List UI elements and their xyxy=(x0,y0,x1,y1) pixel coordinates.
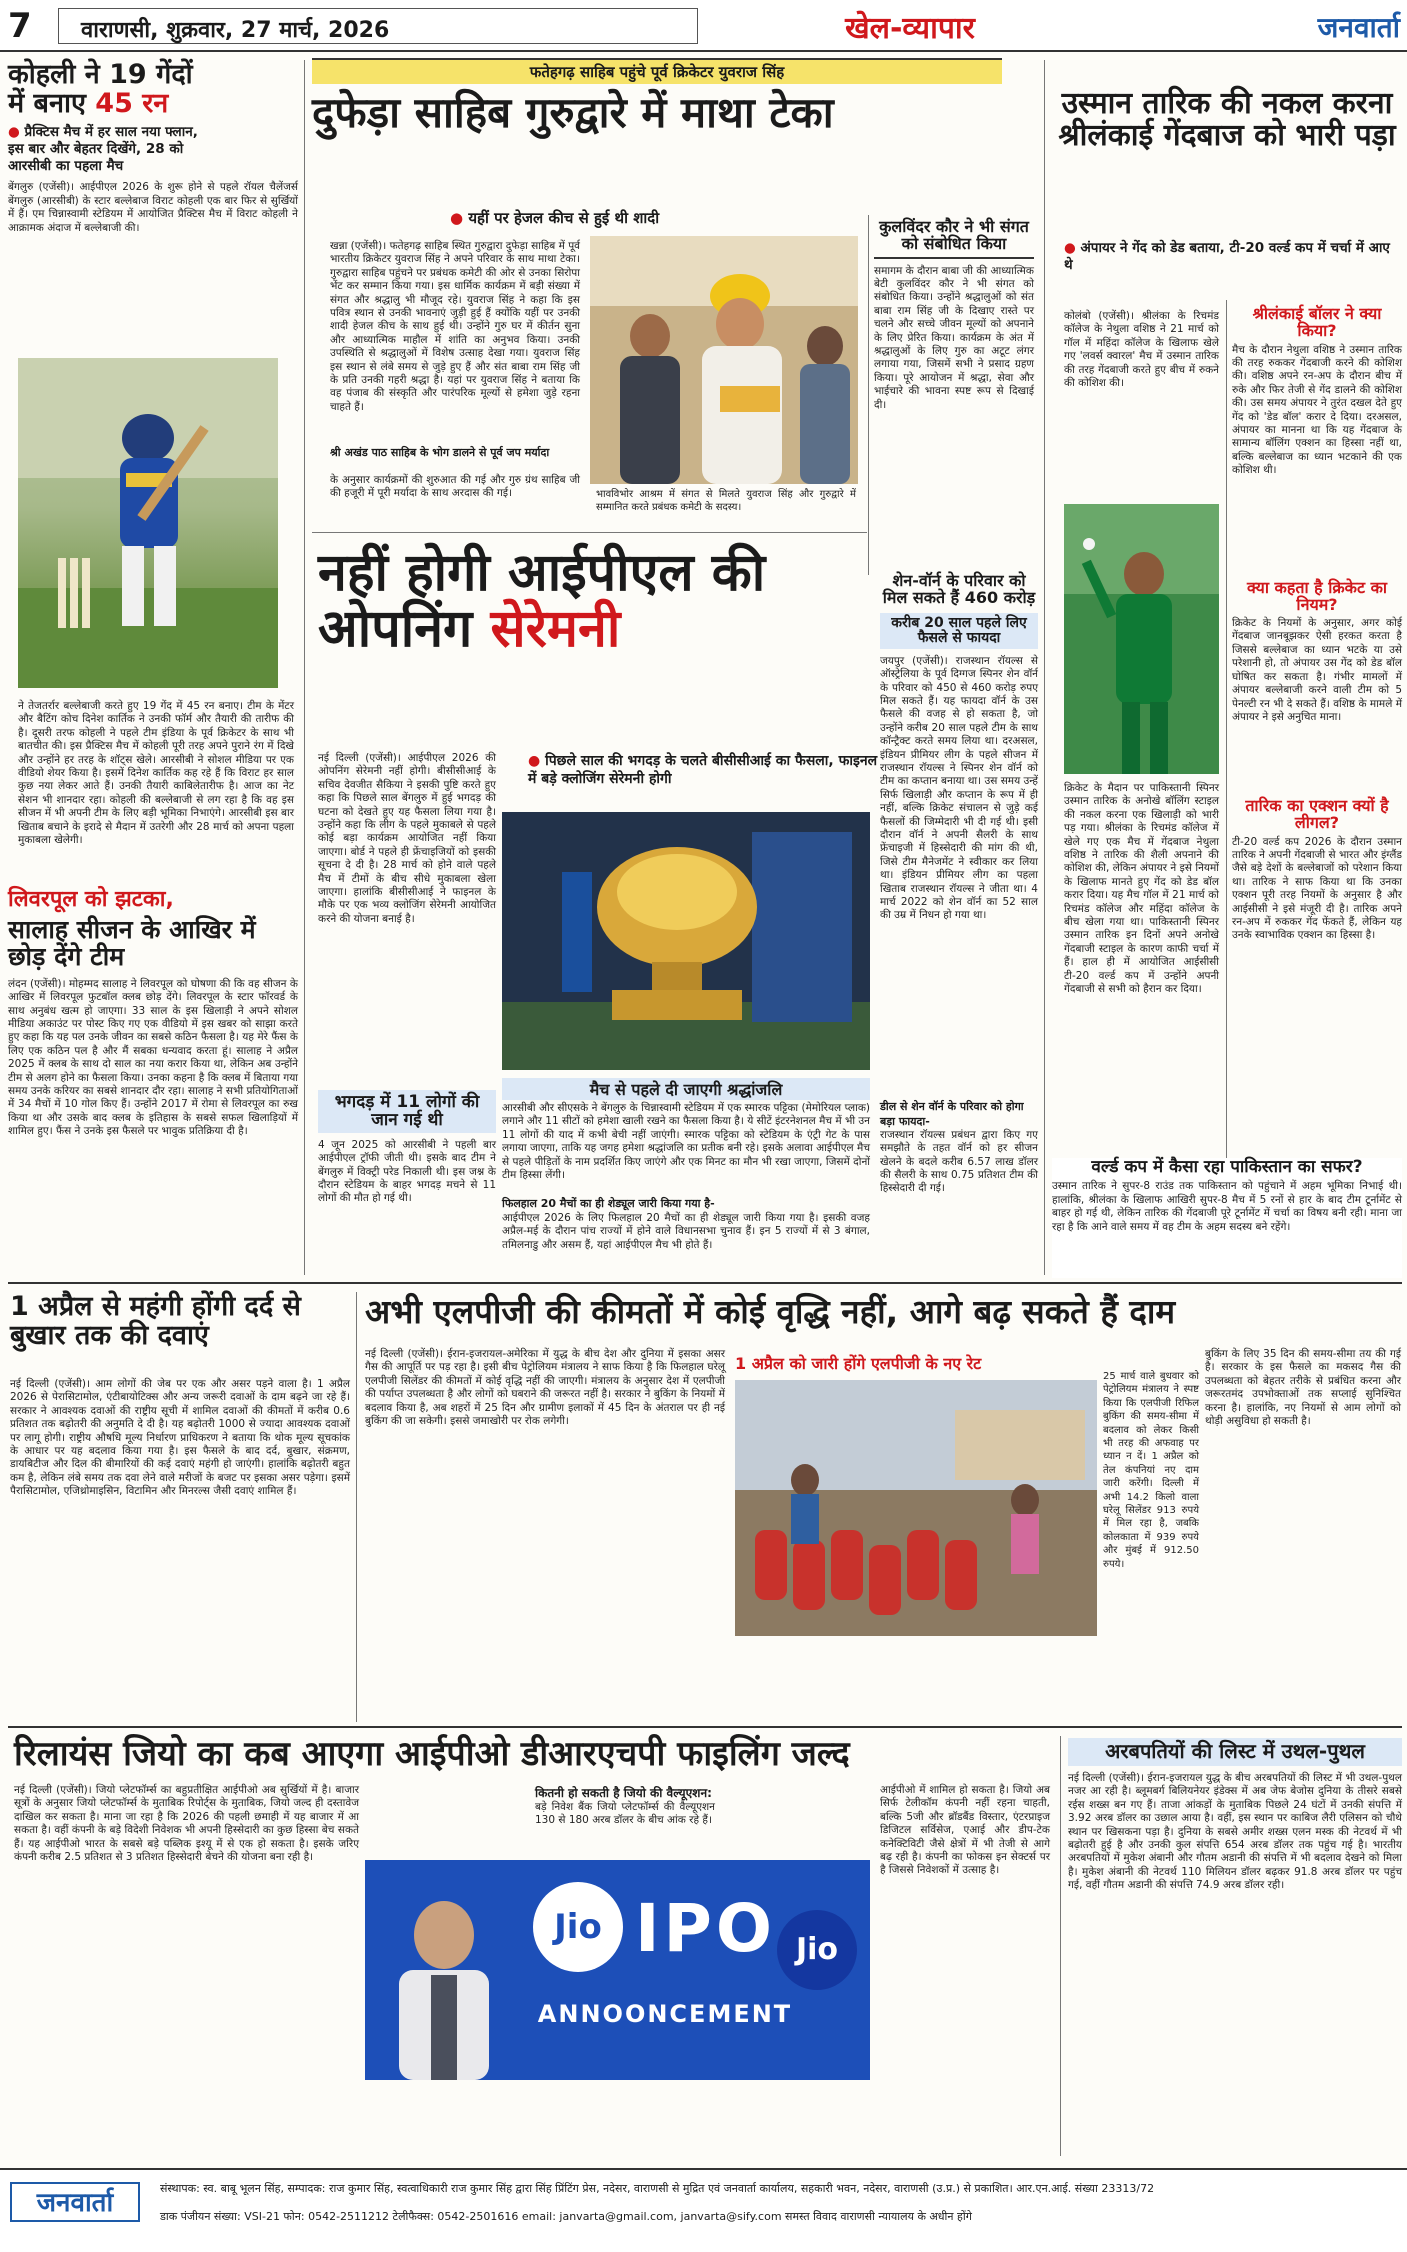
masthead-dateline xyxy=(58,8,698,44)
kohli-headline xyxy=(8,60,298,118)
gurudwara-headline: दुफेड़ा साहिब गुरुद्वारे में माथा टेका xyxy=(312,88,834,137)
worldcup-body: उस्मान तारिक ने सुपर-8 राउंड तक पाकिस्तान को पहुंचाने में अहम भूमिका निभाई थी। हालांकि, श्रीलंका के खिलाफ आखिरी सुपर-8 मैच में 5 रनों से हार के बाद टीम टूर्नामेंट से बाहर हो गई थी, लेकिन तारिक की गेंदबाजी पूरे टूर्नामेंट में चर्चा का विषय बनी रही। माना जा रहा है कि आने वाले समय में वह टीम के अहम सदस्य बने रहेंगे। xyxy=(1052,1180,1402,1233)
masthead-paper-name: जनवार्ता xyxy=(1317,11,1400,44)
ipl-photo-caption: मैच से पहले दी जाएगी श्रद्धांजलि xyxy=(502,1078,870,1100)
lpg-cylinders-photo xyxy=(735,1380,1097,1636)
jio-headline: रिलायंस जियो का कब आएगा आईपीओ डीआरएचपी फाइलिंग जल्द xyxy=(14,1734,850,1774)
stampede-body: 4 जून 2025 को आरसीबी ने पहली बार आईपीएल ट्रॉफी जीती थी। इसके बाद टीम ने बेंगलुरु में विक्ट्री परेड निकाली थी। इस जश्न के दौरान स्टेडियम के बाहर भगदड़ मचने से 11 लोगों की मौत हो गई थी। xyxy=(318,1138,496,1205)
footer-paper-name: जनवार्ता xyxy=(10,2182,140,2222)
usman-body: कोलंबो (एजेंसी)। श्रीलंका के रिचमंड कॉलेज के नेथुला वशिष्ठ ने 21 मार्च को गॉल में महिंदा कॉलेज के खिलाफ खेले गए 'लवर्स क्वारल' मैच में उस्मान तारिक की तरह गेंदबाजी करते हुए बीच में रुकने की कोशिश की। xyxy=(1064,310,1219,390)
ipl-memorial-body: आरसीबी और सीएसके ने बेंगलुरु के चिन्नास्वामी स्टेडियम में एक स्मारक पट्टिका (मेमोरियल प्लाक) लगाने और 11 सीटों को हमेशा खाली रखने का फैसला किया है। ये सीटें इंटरनेशनल मैच में भी उन 11 लोगों की याद में कभी बेची नहीं जाएंगी। स्मारक पट्टिका को स्टेडियम के एंट्री गेट के पास लगाया जाएगा, ताकि यह जगह हमेशा श्रद्धांजलि का प्रतीक बनी रहे। इसके अलावा आईपीएल मैच से पहले पीड़ितों के नाम प्रदर्शित किए जाएंगे और एक मिनट का मौन भी रखा जाएगा, जिसमें दोनों टीम हिस्सा लेंगी। xyxy=(502,1102,870,1182)
masthead xyxy=(0,0,1407,52)
liverpool-kicker: लिवरपूल को झटका, xyxy=(8,887,174,912)
jio-body2: आईपीओ में शामिल हो सकता है। जियो अब सिर्फ टेलीकॉम कंपनी नहीं रहना चाहती, बल्कि 5जी और ब्रॉडबैंड विस्तार, एंटरप्राइज डिजिटल सर्विसेज, एआई और डीप-टेक कनेक्टिविटी जैसे क्षेत्रों में भी तेजी से आगे बढ़ रही है। कंपनी का फोकस इन सेक्टर्स पर है जिससे निवेशकों में उत्साह है। xyxy=(880,1784,1050,1877)
kohli-body: ने तेजतर्रार बल्लेबाजी करते हुए 19 गेंद में 45 रन बनाए। टीम के मेंटर और बैटिंग कोच दिनेश कार्तिक ने उनकी फॉर्म और तैयारी की तारीफ की है। दूसरी तरफ कोहली ने पहले टीम इंडिया के पूर्व क्रिकेटर के साथ भी बातचीत की। इस प्रैक्टिस मैच में कोहली पूरी तरह अपने पुराने रंग में दिखे और उन्होंने हर तरह के शॉट्स खेले। आरसीबी ने सोशल मीडिया पर एक वीडियो शेयर किया है। इसमें दिनेश कार्तिक कह रहे हैं कि विराट हर साल कुछ नया लेकर आते हैं। उनकी तैयारी काबिलेतारीफ है। आज का नेट सेशन भी शानदार रहा। कोहली की बल्लेबाजी से लग रहा है कि वह इस सीजन में भी अपनी टीम के लिए बड़ी भूमिका निभाएंगे। आरसीबी इस बार खिताब बचाने के इरादे से मैदान में उतरेगी और 28 मार्च को अपना पहला मुकाबला खेलेगी। xyxy=(18,700,294,847)
section-title: खेल-व्यापार xyxy=(845,11,975,46)
shane-sub-body: राजस्थान रॉयल्स प्रबंधन द्वारा किए गए समझौते के तहत वॉर्न को हर सीजन खेलने के बदले करीब 6.57 लाख डॉलर की सैलरी के साथ 0.75 प्रतिशत टीम की हिस्सेदारी दी गई। xyxy=(880,1128,1038,1195)
kohli-bullet xyxy=(8,141,298,158)
ipl-deck xyxy=(528,752,878,788)
lpg-body3: बुकिंग के लिए 35 दिन की समय-सीमा तय की गई है। सरकार के इस फैसले का मकसद गैस की उपलब्धता को बेहतर तरीके से प्रबंधित करना और जरूरतमंद उपभोक्ताओं तक सप्लाई सुनिश्चित करना है। हालांकि, नए नियमों से आम लोगों को थोड़ी असुविधा हो सकती है। xyxy=(1205,1348,1401,1428)
gurudwara-deck xyxy=(450,208,870,228)
shane-deck: करीब 20 साल पहले लिए फैसले से फायदा xyxy=(880,613,1038,649)
kohli-lead: बेंगलुरु (एजेंसी)। आईपीएल 2026 के शुरू होने से पहले रॉयल चैलेंजर्स बेंगलुरु (आरसीबी) के स्टार बल्लेबाज विराट कोहली एक बार फिर से सुर्खियों में हैं। एम चिन्नास्वामी स्टेडियम में आयोजित प्रैक्टिस मैच में विराट कोहली ने आक्रामक अंदाज में बल्लेबाजी की। xyxy=(8,181,298,234)
ipl-schedule-body: आईपीएल 2026 के लिए फिलहाल 20 मैचों का ही शेड्यूल जारी किया गया है। इसकी वजह अप्रैल-मई के दौरान पांच राज्यों में होने वाले विधानसभा चुनाव हैं। इन 5 राज्यों में से 3 बंगाल, तमिलनाडु और असम हैं, यहां आईपीएल मैच भी होते हैं। xyxy=(502,1212,870,1251)
ipl-headline xyxy=(318,543,878,660)
kulwinder-body: समागम के दौरान बाबा जी की आध्यात्मिक बेटी कुलविंदर कौर ने भी संगत को संबोधित किया। उन्होंने श्रद्धालुओं को संत बाबा राम सिंह जी के दिखाए रास्ते पर चलने और सच्चे जीवन मूल्यों को अपनाने के लिए प्रेरित किया। कार्यक्रम के अंत में श्रद्धालुओं के लिए गुरु का अटूट लंगर लगाया गया, जिसमें सभी ने प्रसाद ग्रहण किया। पूरे आयोजन में श्रद्धा, सेवा और भाईचारे की भावना स्पष्ट रूप से दिखाई दी। xyxy=(874,264,1034,411)
usman-deck-text: अंपायर ने गेंद को डेड बताया, टी-20 वर्ल्ड कप में चर्चा में आए थे xyxy=(1064,240,1390,273)
kohli-photo-svg xyxy=(18,358,278,688)
kohli-headline-part: में बनाए xyxy=(8,88,96,120)
kohli-batting-photo xyxy=(18,358,278,688)
dateline-text: वाराणसी, शुक्रवार, 27 मार्च, 2026 xyxy=(81,18,390,43)
column-divider xyxy=(1044,60,1045,1275)
ipo-text: IPO xyxy=(635,1890,777,1967)
shane-article xyxy=(880,572,1038,1282)
stampede-box xyxy=(318,1090,496,1280)
ipl-schedule-title: फिलहाल 20 मैचों का ही शेड्यूल जारी किया गया है- xyxy=(502,1197,715,1210)
column-divider xyxy=(1226,300,1227,1230)
gurudwara-subhead: श्री अखंड पाठ साहिब के भोग डालने से पूर्व जप मर्यादा xyxy=(330,446,550,459)
jio-valuation-box xyxy=(535,1784,715,1854)
shane-sub: डील से शेन वॉर्न के परिवार को होगा बड़ा फायदा- xyxy=(880,1099,1024,1128)
gurudwara-caption: भावविभोर आश्रम में संगत से मिलते युवराज सिंह और गुरुद्वारे में सम्मानित करते प्रबंधक कमेटी के सदस्य। xyxy=(596,489,856,514)
jio-box-title: कितनी हो सकती है जियो की वैल्यूएशन: xyxy=(535,1786,712,1800)
kohli-headline-line1: कोहली ने 19 गेंदों xyxy=(8,59,193,90)
usman-q1: श्रीलंकाई बॉलर ने क्या किया? xyxy=(1252,304,1382,341)
ambani-svg xyxy=(379,1880,509,2080)
liverpool-article xyxy=(8,888,298,1278)
jio-ipo-banner xyxy=(365,1860,870,2080)
footer xyxy=(0,2168,1407,2252)
mukesh-ambani-figure xyxy=(379,1880,509,2080)
gurudwara-kicker-band xyxy=(312,58,1002,84)
ipl-trophy-photo xyxy=(502,812,870,1070)
section-divider xyxy=(312,532,867,533)
column-divider xyxy=(356,1292,357,1722)
medicine-body: नई दिल्ली (एजेंसी)। आम लोगों की जेब पर एक और असर पड़ने वाला है। 1 अप्रैल 2026 से पेरासिटामोल, एंटीबायोटिक्स और अन्य जरूरी दवाओं के दाम बढ़ने जा रहे हैं। सरकार ने आवश्यक दवाओं की राष्ट्रीय सूची में शामिल दवाओं की कीमतों में करीब 0.6 प्रतिशत तक बढ़ोतरी की अनुमति दे दी है। यह बढ़ोतरी 1000 से ज्यादा आवश्यक दवाओं पर लागू होगी। राष्ट्रीय औषधि मूल्य निर्धारण प्राधिकरण ने बताया कि थोक मूल्य सूचकांक के आधार पर यह बदलाव किया गया है। इस फैसले के बाद दर्द, बुखार, संक्रमण, डायबिटीज और दिल की बीमारियों की कई दवाएं महंगी हो जाएंगी। हालांकि बढ़ोतरी बहुत कम है, लेकिन लंबे समय तक दवा लेने वाले मरीजों के बजट पर इसका असर पड़ेगा। इसमें पैरासिटामोल, एजिथ्रोमाइसिन, विटामिन और मिनरल्स जैसी दवाएं शामिल हैं। xyxy=(10,1378,350,1498)
column-divider xyxy=(868,215,869,575)
gurudwara-deck-text: यहीं पर हेजल कीच से हुई थी शादी xyxy=(468,209,660,227)
ipl-headline-line1: नहीं होगी आईपीएल की xyxy=(318,543,766,603)
kohli-bullet-text: इस बार और बेहतर दिखेंगे, 28 को xyxy=(8,141,184,158)
lpg-headline: अभी एलपीजी की कीमतों में कोई वृद्धि नहीं, आगे बढ़ सकते हैं दाम xyxy=(365,1292,1176,1331)
kulwinder-box xyxy=(874,218,1034,578)
usman-photo-svg xyxy=(1064,504,1219,774)
section-divider xyxy=(8,1282,1402,1284)
kohli-headline-line2 xyxy=(8,89,298,118)
kulwinder-title: कुलविंदर कौर ने भी संगत को संबोधित किया xyxy=(874,218,1034,259)
column-divider xyxy=(304,60,305,1275)
medicine-headline: 1 अप्रैल से महंगी होंगी दर्द से बुखार तक की दवाएं xyxy=(10,1291,301,1352)
kohli-bullet-text: आरसीबी का पहला मैच xyxy=(8,158,124,175)
billionaires-body: नई दिल्ली (एजेंसी)। ईरान-इजरायल युद्ध के बीच अरबपतियों की लिस्ट में भी उथल-पुथल नजर आ रही है। ब्लूमबर्ग बिलियनेयर इंडेक्स में अब जेफ बेजोस दुनिया के तीसरे सबसे रईस शख्स बन गए हैं। ताजा आंकड़ों के मुताबिक पिछले 24 घंटों में उनकी संपत्ति में 3.92 अरब डॉलर का उछाल आया है। वहीं, इस स्थान पर काबिज लैरी एलिसन को चौथे स्थान पर खिसकना पड़ा है। दुनिया के सबसे अमीर शख्स एलन मस्क की नेटवर्थ में भी बढ़ोतरी हुई है और उनकी कुल संपत्ति 654 अरब डॉलर तक पहुंच गई है। भारतीय अरबपतियों में मुकेश अंबानी और गौतम अडानी की संपत्ति में भी बदलाव देखने को मिला है। मुकेश अंबानी की नेटवर्थ 110 मिलियन डॉलर बढ़कर 91.8 अरब डॉलर पर पहुंच गई, वहीं गौतम अडानी की संपत्ति 74.9 अरब डॉलर रही। xyxy=(1068,1772,1402,1892)
ipl-headline-ceremony: सेरेमनी xyxy=(490,599,621,660)
lpg-body: नई दिल्ली (एजेंसी)। ईरान-इजरायल-अमेरिका में युद्ध के बीच देश और दुनिया में इसका असर गैस की आपूर्ति पर पड़ रहा है। इसी बीच पेट्रोलियम मंत्रालय ने साफ किया है कि फिलहाल घरेलू एलपीजी सिलेंडर की कीमतों में कोई वृद्धि नहीं की जाएगी। मंत्रालय के अनुसार देश में एलपीजी की पर्याप्त उपलब्धता है और लोगों को घबराने की जरूरत नहीं है। सरकार ने बुकिंग के नियमों में बदलाव किया है, अब शहरों में 25 दिन और ग्रामीण इलाकों में 45 दिन के अंतराल पर ही नई बुकिंग की जा सकेगी। इससे जमाखोरी पर रोक लगेगी। xyxy=(365,1348,725,1428)
footer-imprint: संस्थापक: स्व. बाबू भूलन सिंह, सम्पादक: राज कुमार सिंह, स्वत्वाधिकारी राज कुमार सिंह द्वारा सिंह प्रिंटिंग प्रेस, नदेसर, वाराणसी से मुद्रित एवं जनवार्ता कार्यालय, सहकारी भवन, नदेसर, वाराणसी (उ.प्र.) से प्रकाशित। आर.एन.आई. संख्या 23313/72 xyxy=(160,2182,1155,2195)
gurudwara-body: खन्ना (एजेंसी)। फतेहगढ़ साहिब स्थित गुरुद्वारा दुफेड़ा साहिब में पूर्व भारतीय क्रिकेटर युवराज सिंह ने अपने परिवार के साथ माथा टेका। गुरुद्वारा साहिब पहुंचने पर प्रबंधक कमेटी की ओर से उनका सिरोपा भेंट कर सम्मान किया गया। इस धार्मिक कार्यक्रम में बड़ी संख्या में संगत और श्रद्धालु भी मौजूद रहे। युवराज सिंह ने कहा कि इस पवित्र स्थान से उनकी भावनाएं जुड़ी हुई हैं क्योंकि यहीं पर उनकी शादी हेजल कीच के साथ हुई थी। उन्होंने गुरु घर में कीर्तन सुना और आध्यात्मिक माहौल में शांति का अनुभव किया। उनकी उपस्थिति से श्रद्धालुओं में विशेष उत्साह देखा गया। युवराज सिंह इस स्थान से लंबे समय से जुड़े हुए हैं और संत बाबा राम सिंह जी के प्रति उनकी गहरी श्रद्धा है। यहां पर युवराज सिंह ने बताया कि वह पंजाब की संस्कृति और पारंपरिक मूल्यों से हमेशा जुड़े रहना चाहते हैं। xyxy=(330,240,580,413)
jio-body: नई दिल्ली (एजेंसी)। जियो प्लेटफॉर्म्स का बहुप्रतीक्षित आईपीओ अब सुर्खियों में है। बाजार सूत्रों के अनुसार जियो प्लेटफॉर्म्स के मुताबिक रिपोर्ट्स के मुताबिक, जियो जल्द ही दस्तावेज दाखिल कर सकता है। माना जा रहा है कि 2026 की पहली छमाही में यह बाजार में आ सकता है। वहीं कंपनी के बड़े विदेशी निवेशक भी अपनी हिस्सेदारी का कुछ हिस्सा बेच सकते हैं। यह आईपीओ भारत के सबसे बड़े पब्लिक इश्यू में से एक हो सकता है। इसके जरिए कंपनी करीब 2.5 प्रतिशत से 3 प्रतिशत हिस्सेदारी बेचने की योजना बना रही है। xyxy=(14,1784,359,1864)
section-divider xyxy=(8,1726,1402,1728)
announcement-text: ANNOONCEMENT xyxy=(537,2000,793,2028)
lpg-photo-svg xyxy=(735,1380,1097,1636)
jio-logo-secondary: Jio xyxy=(777,1910,857,1990)
yuvraj-gurudwara-photo xyxy=(590,236,858,484)
ipl-trophy-svg xyxy=(502,812,870,1070)
shane-title: शेन-वॉर्न के परिवार को मिल सकते हैं 460 करोड़ xyxy=(882,571,1036,608)
usman-q2-body: क्रिकेट के नियमों के अनुसार, अगर कोई गेंदबाज जानबूझकर ऐसी हरकत करता है जिससे बल्लेबाज का ध्यान भटके या उसे परेशानी हो, तो अंपायर उस गेंद को डेड बॉल घोषित कर सकता है। गंभीर मामलों में अंपायर बल्लेबाजी करने वाली टीम को 5 पेनल्टी रन भी दे सकते हैं। वशिष्ठ के मामले में अंपायर ने इसे अनुचित माना। xyxy=(1232,617,1402,723)
ipl-body: नई दिल्ली (एजेंसी)। आईपीएल 2026 की ओपनिंग सेरेमनी नहीं होगी। बीसीसीआई के सचिव देवजीत सैकिया ने इसकी पुष्टि करते हुए कहा कि पिछले साल बेंगलुरु में हुई भगदड़ की घटना को देखते हुए यह फैसला लिया गया है। उन्होंने कहा कि लीग के पहले मुकाबले से पहले कोई बड़ा कार्यक्रम आयोजित नहीं किया जाएगा। बोर्ड ने पहले ही फ्रेंचाइजियों को इसकी सूचना दे दी है। 28 मार्च को होने वाले पहले मैच में टीमों के बीच सीधे मुकाबला खेला जाएगा। हालांकि बीसीसीआई ने फाइनल के मौके पर एक भव्य क्लोजिंग सेरेमनी आयोजित करने की योजना बनाई है। xyxy=(318,752,496,925)
gurudwara-kicker: फतेहगढ़ साहिब पहुंचे पूर्व क्रिकेटर युवराज सिंह xyxy=(529,63,785,81)
stampede-title: भगदड़ में 11 लोगों की जान गई थी xyxy=(318,1090,496,1133)
liverpool-headline: सालाह सीजन के आखिर में छोड़ देंगे टीम xyxy=(8,914,256,971)
jio-box-body: बड़े निवेश बैंक जियो प्लेटफॉर्म्स की वैल्यूएशन 130 से 180 अरब डॉलर के बीच आंक रहे हैं। xyxy=(535,1801,715,1827)
usman-q1-body: मैच के दौरान नेथुला वशिष्ठ ने उस्मान तारिक की तरह रुककर गेंदबाजी करने की कोशिश की। वशिष्ठ अपने रन-अप के दौरान बीच में रुके और फिर तेजी से गेंद डालने की कोशिश की। उस समय अंपायर ने तुरंत दखल देते हुए गेंद को 'डेड बॉल' करार दे दिया। दरअसल, अंपायर का मानना था कि यह गेंदबाज के सामान्य बॉलिंग एक्शन का हिस्सा नहीं था, बल्कि बल्लेबाज का ध्यान भटकाने की एक कोशिश थी। xyxy=(1232,343,1402,477)
usman-cricket-body: क्रिकेट के मैदान पर पाकिस्तानी स्पिनर उस्मान तारिक के अनोखे बॉलिंग स्टाइल की नकल करना एक खिलाड़ी को भारी पड़ गया। श्रीलंका के रिचमंड कॉलेज में खेले गए एक मैच में गेंदबाज नेथुला वशिष्ठ ने तारिक की शैली अपनाने की कोशिश की, लेकिन अंपायर ने इसे नियमों के खिलाफ मानते हुए गेंद को डेड बॉल करार दिया। यह मैच गॉल में 21 मार्च को रिचमंड कॉलेज और महिंदा कॉलेज के बीच खेला गया था। पाकिस्तानी स्पिनर उस्मान तारिक इन दिनों अपने अनोखे गेंदबाजी स्टाइल के कारण काफी चर्चा में हैं। हाल ही में आयोजित आईसीसी टी-20 वर्ल्ड कप में उन्होंने अपनी गेंदबाजी से सभी को हैरान कर दिया। xyxy=(1064,782,1219,996)
ipl-headline-part: ओपनिंग xyxy=(318,599,491,660)
yuvraj-photo-svg xyxy=(590,236,858,484)
column-divider xyxy=(1060,1736,1061,2156)
lpg-body2: 25 मार्च वाले बुधवार को पेट्रोलियम मंत्रालय ने स्पष्ट किया कि एलपीजी रिफिल बुकिंग की समय-सीमा में बदलाव को लेकर किसी भी तरह की अफवाह पर ध्यान न दें। 1 अप्रैल को तेल कंपनियां नए दाम जारी करेंगी। दिल्ली में अभी 14.2 किलो वाला घरेलू सिलेंडर 913 रुपये में मिल रहा है, जबकि कोलकाता में 939 रुपये और मुंबई में 912.50 रुपये। xyxy=(1103,1371,1199,1570)
worldcup-title: वर्ल्ड कप में कैसा रहा पाकिस्तान का सफर? xyxy=(1091,1157,1363,1177)
usman-headline: उस्मान तारिक की नकल करना श्रीलंकाई गेंदबाज को भारी पड़ा xyxy=(1058,86,1396,154)
shane-body: जयपुर (एजेंसी)। राजस्थान रॉयल्स से ऑस्ट्रेलिया के पूर्व दिग्गज स्पिनर शेन वॉर्न के परिवार को 450 से 460 करोड़ रुपए मिल सकते हैं। यह फायदा वॉर्न के उस फैसले की वजह से हो सकता है, जो उन्होंने करीब 20 साल पहले टीम के साथ कॉन्ट्रैक्ट करते समय लिया था। दरअसल, इंडियन प्रीमियर लीग के पहले सीजन में राजस्थान रॉयल्स ने स्पिनर शेन वॉर्न को टीम का कप्तान बनाया था। उस समय उन्हें सिर्फ खिलाड़ी और कप्तान के रूप में ही नहीं, बल्कि क्रिकेट संचालन से जुड़े कई फैसलों की जिम्मेदारी भी दी गई थी। इसी दौरान वॉर्न ने अपनी सैलरी के साथ फ्रेंचाइजी में हिस्सेदारी की मांग की थी, जिसे टीम मैनेजमेंट ने स्वीकार कर लिया था। इंडियन प्रीमियर लीग का पहला खिताब राजस्थान रॉयल्स ने जीता था। 4 मार्च 2022 को शेन वॉर्न का 52 साल की उम्र में निधन हो गया था। xyxy=(880,654,1038,922)
usman-deck xyxy=(1064,240,1400,274)
usman-q3-body: टी-20 वर्ल्ड कप 2026 के दौरान उस्मान तारिक ने अपनी गेंदबाजी से भारत और इंग्लैंड जैसे बड़े देशों के बल्लेबाजों को परेशान किया था। तारिक ने साफ किया था कि उनका एक्शन पूरी तरह नियमों के अनुसार है और आईसीसी ने इसे मंजूरी दी है। तारिक अपने रन-अप में रुककर गेंद फेंकते हैं, लेकिन यह उनके स्वाभाविक एक्शन का हिस्सा है। xyxy=(1232,835,1402,942)
jio-logo: Jio xyxy=(533,1882,623,1972)
ipl-deck-text: पिछले साल की भगदड़ के चलते बीसीसीआई का फैसला, फाइनल में बड़े क्लोजिंग सेरेमनी होगी xyxy=(528,753,878,787)
gurudwara-body2: के अनुसार कार्यक्रमों की शुरुआत की गई और गुरु ग्रंथ साहिब जी की हजूरी में पूरी मर्यादा के साथ अरदास की गई। xyxy=(330,474,580,500)
kohli-headline-runs: 45 रन xyxy=(95,88,169,120)
usman-q2: क्या कहता है क्रिकेट का नियम? xyxy=(1246,577,1388,614)
page-number: 7 xyxy=(8,6,32,46)
usman-q3: तारिक का एक्शन क्यों है लीगल? xyxy=(1245,796,1389,833)
usman-qa xyxy=(1232,305,1402,1245)
kohli-bullet xyxy=(8,124,298,141)
liverpool-body: लंदन (एजेंसी)। मोहम्मद सालाह ने लिवरपूल को घोषणा की कि वह सीजन के आखिर में लिवरपूल फुटबॉल क्लब छोड़ देंगे। लिवरपूल के स्टार फॉरवर्ड के साथ अनुबंध खत्म हो जाएगा। 33 साल के इस खिलाड़ी ने अपने सोशल मीडिया अकाउंट पर पोस्ट किए गए एक वीडियो में इस खबर को साझा करते हुए कहा कि यह पल उनके जीवन का सबसे कठिन फैसला है। यह मेरे फैंस के लिए एक कठिन पल है और मैं सबका धन्यवाद करता हूं। सालाह ने अप्रैल 2025 में क्लब के साथ दो साल का नया करार किया था, लेकिन अब उन्होंने टीम से अलग होने का फैसला किया। उनका कहना है कि क्लब में बिताया गया समय उनके करियर का सबसे शानदार दौर रहा। सालाह ने सभी प्रतियोगिताओं में 34 मैचों में 10 गोल किए हैं। उन्होंने 2017 में रोमा से लिवरपूल का रुख किया था और उसके बाद क्लब के इतिहास के सबसे सफल खिलाड़ियों में शामिल हुए। फैंस ने उनके इस फैसले पर भावुक प्रतिक्रिया दी है। xyxy=(8,977,298,1138)
billionaires-headline: अरबपतियों की लिस्ट में उथल-पुथल xyxy=(1068,1738,1402,1766)
worldcup-box xyxy=(1052,1158,1402,1278)
usman-tariq-photo xyxy=(1064,504,1219,774)
lpg-deck: 1 अप्रैल को जारी होंगे एलपीजी के नए रेट xyxy=(735,1354,982,1373)
kohli-bullet xyxy=(8,158,298,175)
kohli-bullets xyxy=(8,124,298,175)
ipl-headline-line2 xyxy=(318,599,878,660)
kohli-bullet-text: प्रैक्टिस मैच में हर साल नया फ्लान, xyxy=(24,124,198,141)
footer-contact: डाक पंजीयन संख्या: VSI-21 फोन: 0542-2511212 टेलीफैक्स: 0542-2501616 email: janvarta@gmail.com, janvarta@sify.com समस्त विवाद वाराणसी न्यायालय के अधीन होंगे xyxy=(160,2210,972,2223)
